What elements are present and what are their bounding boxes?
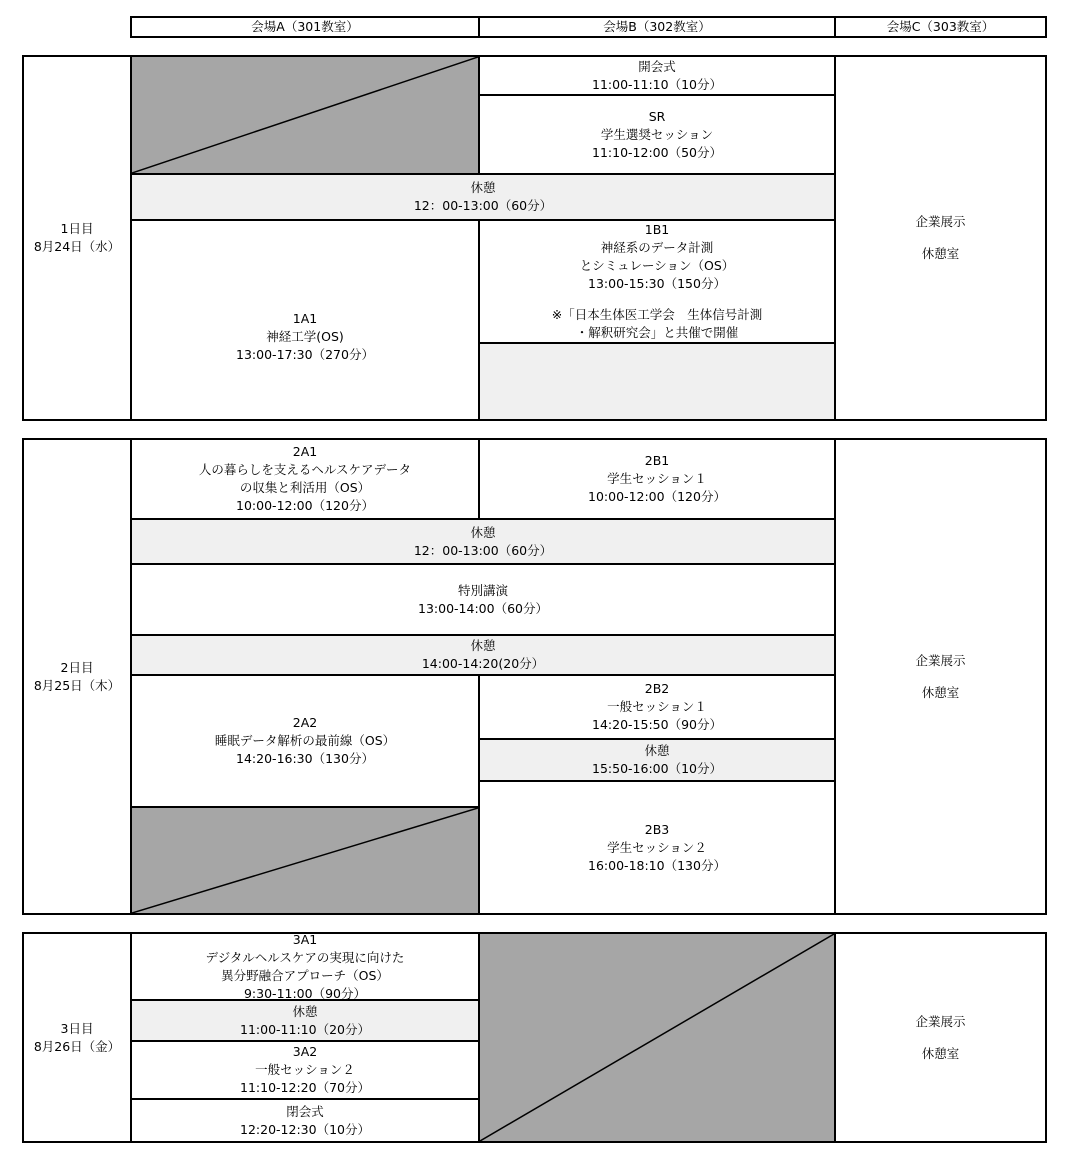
day3-venue-b-unused bbox=[478, 932, 836, 1143]
opening-title: 開会式 bbox=[638, 58, 676, 74]
venue-c-header bbox=[834, 16, 1047, 38]
session-code: 2A1 bbox=[292, 444, 318, 459]
lecture-title: 特別講演 bbox=[457, 582, 508, 598]
break-time: 12：00-13:00（60分） bbox=[413, 542, 553, 558]
venue-a-header-label: 会場A（301教室） bbox=[251, 19, 359, 34]
day1-opening bbox=[478, 55, 836, 96]
session-code: 1A1 bbox=[292, 311, 318, 326]
session-title: 一般セッション２ bbox=[255, 1062, 355, 1077]
exhibit-label: 企業展示 bbox=[915, 1013, 966, 1029]
session-code: 2B3 bbox=[644, 821, 670, 837]
session-title: 学生選奨セッション bbox=[600, 126, 714, 142]
day1-session-sr bbox=[478, 94, 836, 175]
day2-number: 2日目 bbox=[60, 659, 94, 675]
session-code: SR bbox=[648, 108, 666, 124]
session-title: 人の暮らしを支えるヘルスケアデータ bbox=[198, 462, 412, 477]
rest-room-label: 休憩室 bbox=[921, 1045, 960, 1061]
day3-session-3a2 bbox=[130, 1040, 480, 1100]
session-time: 14:20-15:50（90分） bbox=[592, 717, 722, 732]
lecture-time: 13:00-14:00（60分） bbox=[418, 600, 548, 616]
session-note: ※「日本生体医工学会 生体信号計測 bbox=[551, 307, 763, 322]
day3-closing bbox=[130, 1098, 480, 1143]
venue-a-header bbox=[130, 16, 480, 38]
session-title: 神経工学(OS) bbox=[266, 329, 344, 344]
session-title-cont: とシミュレーション（OS） bbox=[579, 258, 735, 273]
day1-venue-a-unused bbox=[130, 55, 480, 175]
day2-date: 8月25日（木） bbox=[33, 677, 121, 693]
day3-venue-c bbox=[834, 932, 1047, 1143]
day2-special-lecture bbox=[130, 563, 836, 636]
session-title-cont: の収集と利活用（OS） bbox=[239, 480, 371, 495]
exhibit-label: 企業展示 bbox=[915, 652, 966, 668]
venue-b-header bbox=[478, 16, 836, 38]
unused-slot-diagonal bbox=[132, 57, 478, 173]
session-code: 2A2 bbox=[292, 715, 318, 730]
session-time: 11:10-12:00（50分） bbox=[592, 144, 722, 160]
break-title: 休憩 bbox=[292, 1003, 318, 1019]
closing-time: 12:20-12:30（10分） bbox=[240, 1121, 370, 1137]
day2-session-2b1 bbox=[478, 438, 836, 520]
day2-break-short bbox=[478, 738, 836, 782]
day2-venue-a-unused bbox=[130, 806, 480, 915]
day2-session-2b3 bbox=[478, 780, 836, 915]
day1-session-1a1 bbox=[130, 219, 480, 421]
session-title: 一般セッション１ bbox=[607, 699, 707, 714]
session-time: 14:20-16:30（130分） bbox=[236, 751, 374, 766]
closing-title: 閉会式 bbox=[286, 1103, 324, 1119]
venue-c-header-label: 会場C（303教室） bbox=[886, 19, 995, 34]
day3-number: 3日目 bbox=[60, 1020, 94, 1036]
day2-session-2b2 bbox=[478, 674, 836, 740]
session-title: 睡眠データ解析の最前線（OS） bbox=[214, 733, 396, 748]
day1-session-1b1 bbox=[478, 219, 836, 344]
day2-venue-c bbox=[834, 438, 1047, 915]
session-time: 10:00-12:00（120分） bbox=[236, 498, 374, 513]
break-title: 休憩 bbox=[470, 180, 496, 195]
break-title: 休憩 bbox=[470, 524, 496, 540]
session-time: 13:00-15:30（150分） bbox=[588, 276, 726, 291]
day2-break-afternoon bbox=[130, 634, 836, 676]
break-time: 12：00-13:00（60分） bbox=[413, 198, 553, 213]
break-title: 休憩 bbox=[470, 638, 496, 653]
unused-slot-diagonal bbox=[132, 808, 478, 913]
rest-room-label: 休憩室 bbox=[921, 684, 960, 700]
session-code: 2B2 bbox=[644, 681, 670, 696]
session-title: 神経系のデータ計測 bbox=[600, 240, 714, 255]
day1-break bbox=[130, 173, 836, 221]
day2-label bbox=[22, 438, 132, 915]
break-time: 14:00-14:20(20分） bbox=[421, 656, 545, 671]
session-time: 16:00-18:10（130分） bbox=[588, 857, 726, 873]
day2-session-2a2 bbox=[130, 674, 480, 808]
day3-date: 8月26日（金） bbox=[33, 1038, 121, 1054]
opening-time: 11:00-11:10（10分） bbox=[592, 76, 722, 92]
exhibit-label: 企業展示 bbox=[915, 214, 966, 229]
day2-session-2a1 bbox=[130, 438, 480, 520]
session-title: 学生セッション１ bbox=[607, 471, 707, 486]
venue-b-header-label: 会場B（302教室） bbox=[603, 19, 711, 34]
session-code: 3A1 bbox=[292, 932, 318, 947]
day3-session-3a1 bbox=[130, 932, 480, 1001]
day1-venue-c bbox=[834, 55, 1047, 421]
session-code: 2B1 bbox=[644, 453, 670, 468]
break-time: 15:50-16:00（10分） bbox=[592, 761, 722, 776]
day1-venue-b-empty bbox=[478, 342, 836, 421]
session-time: 9:30-11:00（90分） bbox=[243, 985, 366, 1001]
day3-label bbox=[22, 932, 132, 1143]
day1-date: 8月24日（水） bbox=[33, 239, 121, 254]
session-code: 3A2 bbox=[292, 1044, 318, 1059]
day3-break bbox=[130, 999, 480, 1042]
session-title: 学生セッション２ bbox=[607, 839, 707, 855]
unused-slot-diagonal bbox=[480, 934, 834, 1141]
session-title: デジタルヘルスケアの実現に向けた bbox=[205, 949, 405, 965]
session-code: 1B1 bbox=[644, 222, 670, 237]
session-time: 10:00-12:00（120分） bbox=[588, 489, 726, 504]
session-time: 11:10-12:20（70分） bbox=[240, 1080, 370, 1095]
session-title-cont: 異分野融合アプローチ（OS） bbox=[221, 967, 389, 983]
break-time: 11:00-11:10（20分） bbox=[240, 1021, 370, 1037]
day2-break-lunch bbox=[130, 518, 836, 565]
day1-number: 1日目 bbox=[60, 221, 94, 236]
break-title: 休憩 bbox=[644, 743, 670, 758]
rest-room-label: 休憩室 bbox=[921, 246, 960, 261]
session-time: 13:00-17:30（270分） bbox=[236, 347, 374, 362]
session-note-cont: ・解釈研究会」と共催で開催 bbox=[575, 325, 739, 340]
day1-label bbox=[22, 55, 132, 421]
